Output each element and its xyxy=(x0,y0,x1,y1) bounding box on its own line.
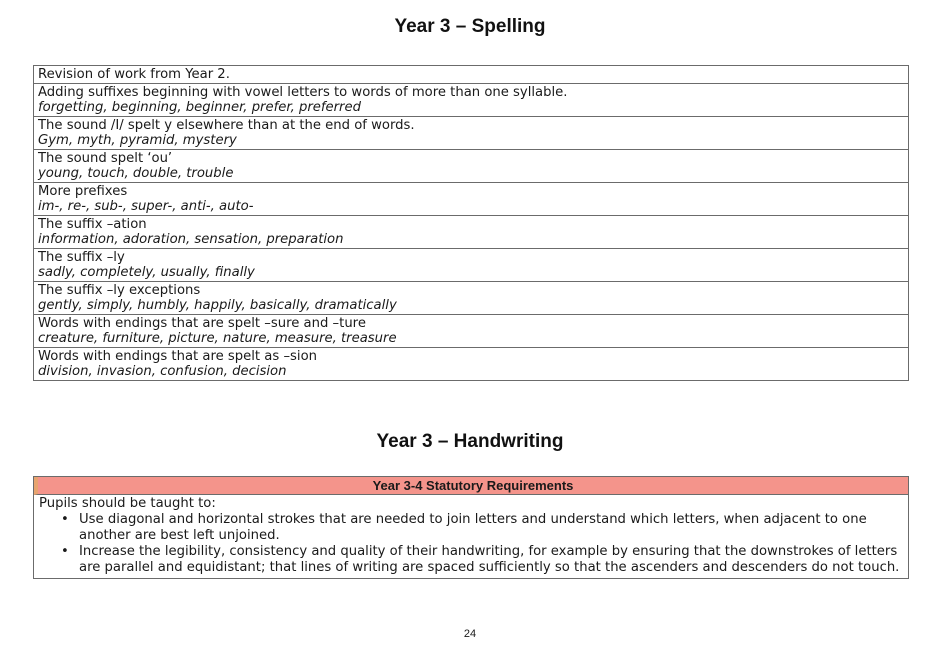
handwriting-requirements-box xyxy=(33,476,909,579)
spelling-table xyxy=(33,65,909,381)
list-item xyxy=(61,544,902,576)
table-cell xyxy=(34,315,909,348)
table-cell xyxy=(34,348,909,381)
table-row xyxy=(34,66,909,84)
table-row xyxy=(34,216,909,249)
requirements-header: Year 3-4 Statutory Requirements xyxy=(34,477,908,495)
table-row xyxy=(34,84,909,117)
table-row xyxy=(34,150,909,183)
table-row xyxy=(34,348,909,381)
row-heading: The sound /I/ spelt y elsewhere than at the end of words. xyxy=(38,118,415,133)
page-number: 24 xyxy=(463,628,477,640)
row-examples: gently, simply, humbly, happily, basically, dramatically xyxy=(38,298,397,313)
row-examples: sadly, completely, usually, finally xyxy=(38,265,255,280)
list-item-text: Use diagonal and horizontal strokes that are needed to join letters and understand which letters, when adjacent to one another are best left unjoined. xyxy=(79,512,867,543)
table-row xyxy=(34,282,909,315)
requirements-body xyxy=(34,495,908,578)
row-heading: Words with endings that are spelt as –sion xyxy=(38,349,317,364)
handwriting-title: Year 3 – Handwriting xyxy=(376,431,564,452)
row-examples: im-, re-, sub-, super-, anti-, auto- xyxy=(38,199,254,214)
row-examples: division, invasion, confusion, decision xyxy=(38,364,287,379)
row-examples: creature, furniture, picture, nature, measure, treasure xyxy=(38,331,397,346)
table-cell xyxy=(34,282,909,315)
table-cell xyxy=(34,249,909,282)
table-cell xyxy=(34,117,909,150)
table-row xyxy=(34,315,909,348)
row-heading: The suffix –ation xyxy=(38,217,147,232)
table-cell xyxy=(34,84,909,117)
row-examples: information, adoration, sensation, preparation xyxy=(38,232,344,247)
table-cell xyxy=(34,150,909,183)
bullet-icon: • xyxy=(61,544,69,559)
spelling-title: Year 3 – Spelling xyxy=(394,16,546,37)
row-heading: The suffix –ly xyxy=(38,250,125,265)
row-heading: The sound spelt ‘ou’ xyxy=(38,151,173,166)
row-heading: Adding suffixes beginning with vowel letters to words of more than one syllable. xyxy=(38,85,568,100)
requirements-intro: Pupils should be taught to: xyxy=(39,496,216,511)
bullet-icon: • xyxy=(61,512,69,527)
requirements-list xyxy=(39,512,902,576)
table-cell xyxy=(34,66,909,84)
table-cell xyxy=(34,216,909,249)
row-examples: Gym, myth, pyramid, mystery xyxy=(38,133,237,148)
table-row xyxy=(34,117,909,150)
row-examples: forgetting, beginning, beginner, prefer, preferred xyxy=(38,100,361,115)
table-cell xyxy=(34,183,909,216)
row-examples: young, touch, double, trouble xyxy=(38,166,234,181)
list-item-text: Increase the legibility, consistency and quality of their handwriting, for example by ensuring that the downstrokes of letters are parallel and equidistant; that lines of writing are spaced sufficiently so that the ascenders and descenders do not touch. xyxy=(79,544,900,575)
row-heading: Words with endings that are spelt –sure and –ture xyxy=(38,316,366,331)
table-row xyxy=(34,249,909,282)
list-item xyxy=(61,512,902,544)
row-heading: The suffix –ly exceptions xyxy=(38,283,201,298)
row-heading: More prefixes xyxy=(38,184,128,199)
row-heading: Revision of work from Year 2. xyxy=(38,67,230,82)
table-row xyxy=(34,183,909,216)
